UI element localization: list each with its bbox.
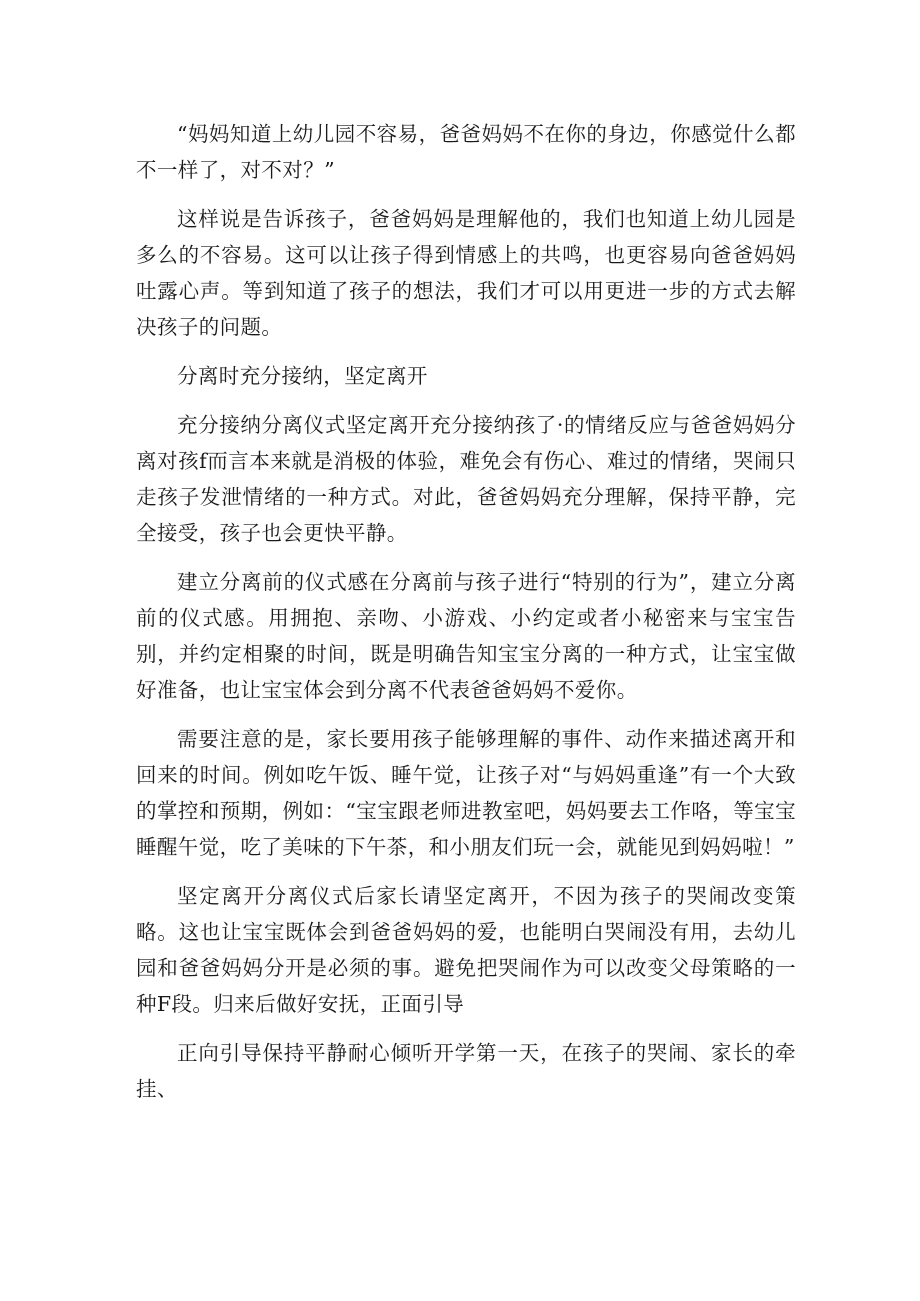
paragraph-note: 需要注意的是，家长要用孩子能够理解的事件、动作来描述离开和回来的时间。例如吃午饭、睡午觉，让孩子对“与妈妈重逢”有一个大致的掌控和预期，例如：“宝宝跟老师进教室吧，妈妈要去工作咯，等宝宝睡醒午觉，吃了美味的下午茶，和小朋友们玩一会，就能见到妈妈啦！” <box>136 727 796 859</box>
document-body <box>136 116 796 1120</box>
paragraph-ritual: 建立分离前的仪式感在分离前与孩子进行“特别的行为”，建立分离前的仪式感。用拥抱、亲吻、小游戏、小约定或者小秘密来与宝宝告别，并约定相聚的时间，既是明确告知宝宝分离的一种方式，让宝宝做好准备，也让宝宝体会到分离不代表爸爸妈妈不爱你。 <box>136 570 796 702</box>
paragraph-positive-guidance: 正向引导保持平静耐心倾听开学第一天，在孩子的哭闹、家长的牵挂、 <box>136 1041 796 1101</box>
paragraph-leave-firmly: 坚定离开分离仪式后家长请坚定离开，不因为孩子的哭闹改变策略。这也让宝宝既体会到爸爸妈妈的爱，也能明白哭闹没有用，去幼儿园和爸爸妈妈分开是必须的事。避免把哭闹作为可以改变父母策略的一种F段。归来后做好安抚，正面引导 <box>136 884 796 1016</box>
paragraph-quote-intro: “妈妈知道上幼儿园不容易，爸爸妈妈不在你的身边，你感觉什么都不一样了，对不对？” <box>136 122 796 182</box>
paragraph-empathy: 这样说是告诉孩子，爸爸妈妈是理解他的，我们也知道上幼儿园是多么的不容易。这可以让孩子得到情感上的共鸣，也更容易向爸爸妈妈吐露心声。等到知道了孩子的想法，我们才可以用更进一步的方式去解决孩子的问题。 <box>136 207 796 339</box>
paragraph-accept-emotions: 充分接纳分离仪式坚定离开充分接纳孩了·的情绪反应与爸爸妈妈分离对孩f而言本来就是消极的体验，难免会有伤心、难过的情绪，哭闹只走孩子发泄情绪的一种方式。对此，爸爸妈妈充分理解，保持平静，完全接受，孩子也会更快平静。 <box>136 413 796 545</box>
section-heading-separation: 分离时充分接纳，坚定离开 <box>177 364 428 388</box>
